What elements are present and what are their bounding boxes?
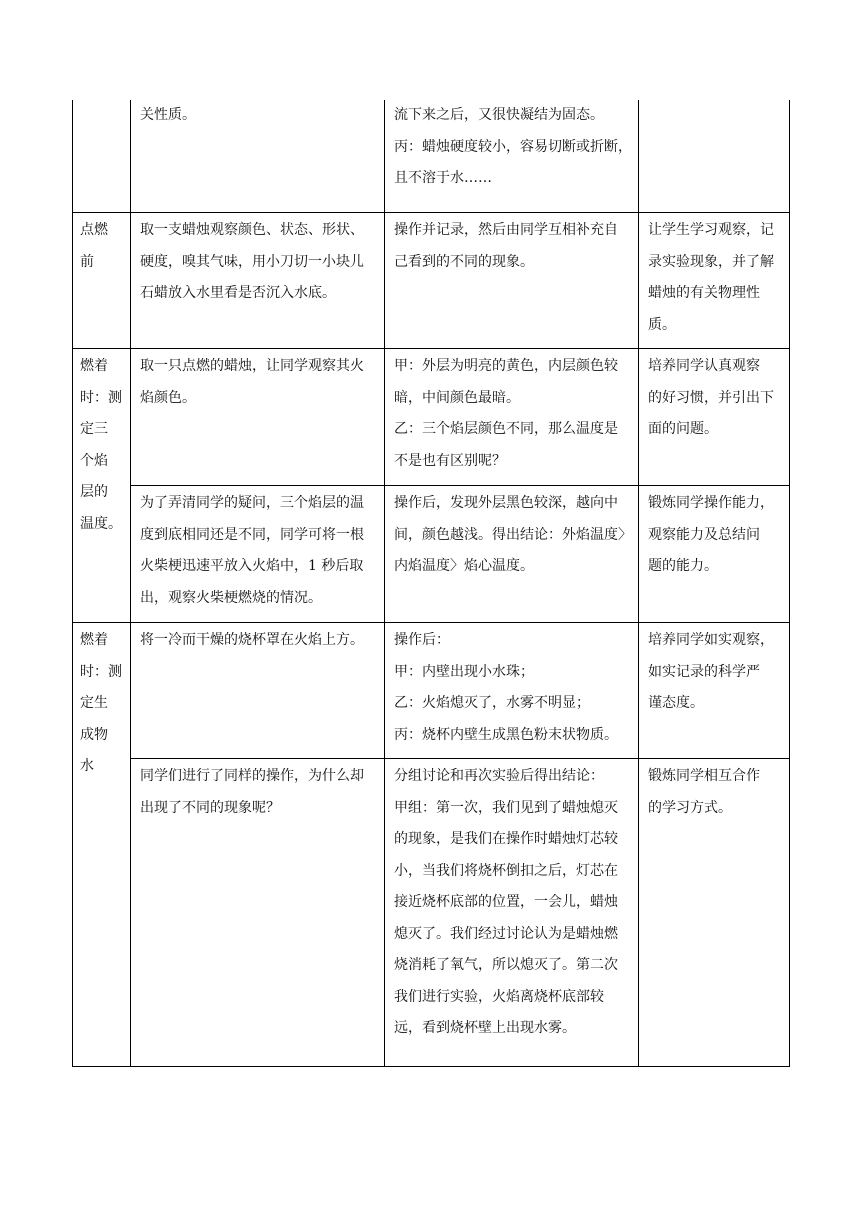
table-border-bottom: [72, 1066, 790, 1067]
table-cell-student: [394, 215, 618, 278]
cell-text-line: 火柴梗迅速平放入火焰中，1 秒后取: [140, 558, 364, 574]
cell-text-line: 甲：外层为明亮的黄色，内层颜色较: [394, 358, 618, 374]
table-cell-content: [140, 488, 364, 614]
cell-text-line: 的学习方式。: [648, 799, 732, 816]
cell-text-line: 出，观察火柴梗燃烧的情况。: [140, 589, 322, 606]
table-cell-student: [394, 488, 632, 583]
cell-text-line: 操作后：: [394, 632, 450, 648]
cell-text-line: 锻炼同学操作能力，: [648, 495, 774, 511]
cell-text-line: 层的: [80, 484, 108, 500]
table-border-right: [789, 100, 790, 1066]
cell-text-line: 定三: [80, 421, 108, 437]
cell-text-line: 让学生学习观察，记: [648, 222, 774, 238]
cell-text-line: 焰颜色。: [140, 389, 196, 406]
cell-text-line: 度到底相同还是不同，同学可将一根: [140, 526, 364, 543]
cell-text-line: 温度。: [80, 515, 122, 532]
cell-text-line: 为了弄清同学的疑问，三个焰层的温: [140, 495, 364, 511]
cell-text-line: 操作后，发现外层黑色较深，越向中: [394, 495, 618, 511]
cell-text-line: 如实记录的科学严: [648, 663, 760, 680]
table-cell-student: [394, 761, 618, 1045]
cell-text-line: 取一支蜡烛观察颜色、状态、形状、: [140, 222, 364, 238]
cell-text-line: 小，当我们将烧杯倒扣之后，灯芯在: [394, 862, 618, 879]
table-border-left: [72, 100, 73, 1066]
cell-text-line: 锻炼同学相互合作: [648, 768, 760, 784]
row-divider: [72, 348, 790, 349]
table-cell-content: [140, 625, 364, 657]
table-cell-student: [394, 625, 618, 751]
row-divider: [72, 212, 790, 213]
cell-text-line: 丙：烧杯内壁生成黑色粉末状物质。: [394, 726, 618, 743]
cell-text-line: 成物: [80, 726, 108, 743]
cell-text-line: 熄灭了。我们经过讨论认为是蜡烛燃: [394, 925, 618, 942]
row-divider: [130, 485, 790, 486]
table-cell-stage: [80, 625, 122, 783]
cell-text-line: 点燃: [80, 222, 108, 238]
table-cell-content: [140, 351, 364, 414]
cell-text-line: 乙：火焰熄灭了，水雾不明显；: [394, 695, 590, 711]
cell-text-line: 石蜡放入水里看是否沉入水底。: [140, 285, 336, 301]
cell-text-line: 定生: [80, 695, 108, 711]
table-cell-intent: [648, 488, 774, 583]
cell-text-line: 质。: [648, 316, 676, 333]
cell-text-line: 录实验现象，并了解: [648, 253, 774, 270]
cell-text-line: 个焰: [80, 452, 108, 469]
cell-text-line: 远，看到烧杯壁上出现水雾。: [394, 1020, 576, 1036]
cell-text-line: 取一只点燃的蜡烛，让同学观察其火: [140, 358, 364, 374]
cell-text-line: 硬度，嗅其气味，用小刀切一小块儿: [140, 253, 364, 270]
cell-text-line: 燃着: [80, 632, 108, 648]
cell-text-line: 烧消耗了氧气，所以熄灭了。第二次: [394, 957, 618, 973]
cell-text-line: 操作并记录，然后由同学互相补充自: [394, 222, 618, 238]
table-cell-content: [140, 100, 196, 132]
cell-text-line: 时：测: [80, 663, 122, 680]
table-cell-student: [394, 100, 632, 195]
cell-text-line: 流下来之后，又很快凝结为固态。: [394, 107, 604, 123]
table-cell-intent: [648, 625, 774, 720]
cell-text-line: 关性质。: [140, 107, 196, 123]
column-divider-2: [384, 100, 385, 1066]
cell-text-line: 出现了不同的现象呢？: [140, 799, 280, 816]
table-cell-intent: [648, 761, 760, 824]
table-cell-content: [140, 215, 364, 310]
cell-text-line: 题的能力。: [648, 558, 718, 574]
cell-text-line: 丙：蜡烛硬度较小，容易切断或折断，: [394, 138, 632, 155]
row-divider: [130, 758, 790, 759]
column-divider-1: [130, 100, 131, 1066]
cell-text-line: 燃着: [80, 358, 108, 374]
cell-text-line: 间，颜色越浅。得出结论：外焰温度〉: [394, 526, 632, 543]
cell-text-line: 甲组：第一次，我们见到了蜡烛熄灭: [394, 799, 618, 816]
cell-text-line: 前: [80, 253, 94, 270]
cell-text-line: 培养同学如实观察，: [648, 632, 774, 648]
cell-text-line: 观察能力及总结问: [648, 526, 760, 543]
table-cell-intent: [648, 215, 774, 341]
table-cell-student: [394, 351, 618, 477]
column-divider-3: [638, 100, 639, 1066]
cell-text-line: 乙：三个焰层颜色不同，那么温度是: [394, 421, 618, 437]
cell-text-line: 接近烧杯底部的位置，一会儿，蜡烛: [394, 894, 618, 910]
cell-text-line: 蜡烛的有关物理性: [648, 285, 760, 301]
cell-text-line: 己看到的不同的现象。: [394, 253, 534, 270]
cell-text-line: 将一冷而干燥的烧杯罩在火焰上方。: [140, 632, 364, 648]
cell-text-line: 的现象，是我们在操作时蜡烛灯芯较: [394, 831, 618, 847]
table-cell-stage: [80, 351, 122, 540]
table-cell-intent: [648, 351, 774, 446]
cell-text-line: 培养同学认真观察: [648, 358, 760, 374]
cell-text-line: 暗，中间颜色最暗。: [394, 389, 520, 406]
cell-text-line: 且不溶于水……: [394, 170, 492, 186]
cell-text-line: 不是也有区别呢？: [394, 452, 506, 469]
cell-text-line: 面的问题。: [648, 421, 718, 437]
cell-text-line: 我们进行实验，火焰离烧杯底部较: [394, 988, 604, 1005]
cell-text-line: 同学们进行了同样的操作，为什么却: [140, 768, 364, 784]
row-divider: [72, 622, 790, 623]
table-cell-content: [140, 761, 364, 824]
cell-text-line: 谨态度。: [648, 695, 704, 711]
table-cell-stage: [80, 215, 108, 278]
cell-text-line: 的好习惯，并引出下: [648, 389, 774, 406]
cell-text-line: 内焰温度〉焰心温度。: [394, 558, 534, 574]
cell-text-line: 时：测: [80, 389, 122, 406]
cell-text-line: 甲：内壁出现小水珠；: [394, 663, 534, 680]
cell-text-line: 水: [80, 758, 94, 774]
cell-text-line: 分组讨论和再次实验后得出结论：: [394, 768, 604, 784]
